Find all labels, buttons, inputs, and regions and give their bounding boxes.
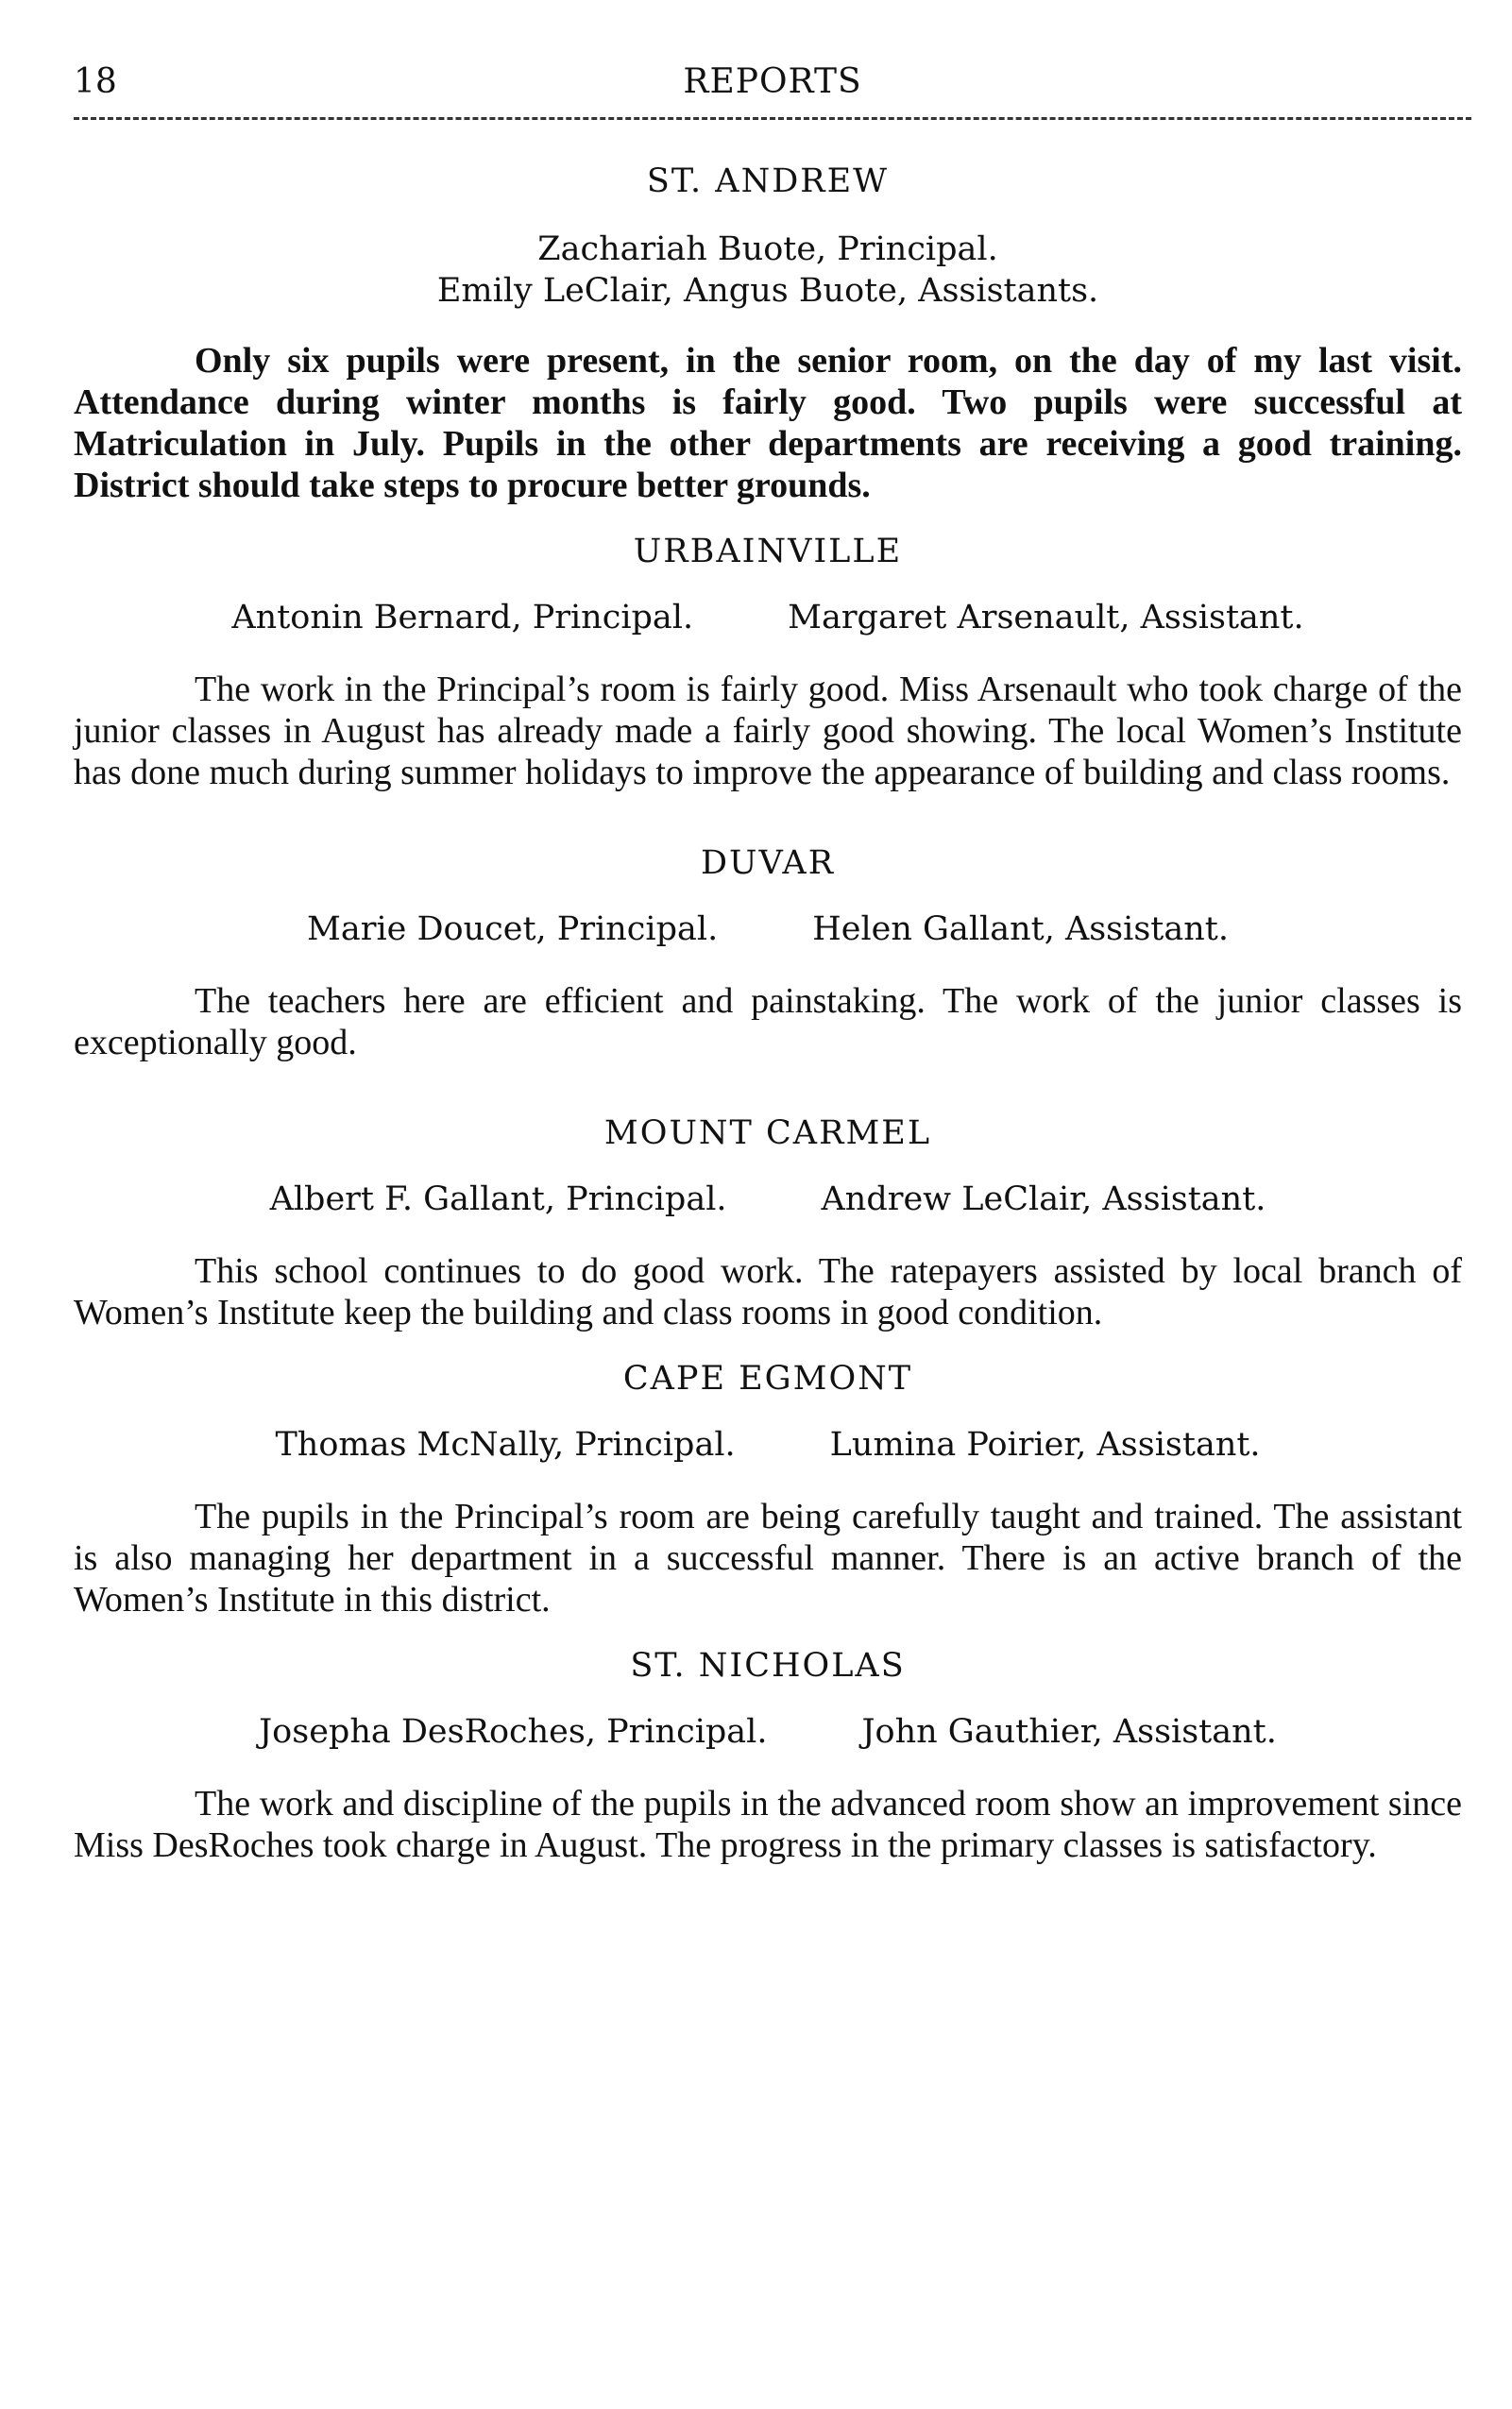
section-cape-egmont: [74, 1360, 1462, 1620]
report-paragraph: The work in the Principal’s room is fairly good. Miss Arsenault who took charge of the junior classes in August has already made a fairly good showing. The local Women’s Institute has done much during summer holidays to improve the appearance of building and class rooms.: [74, 670, 1462, 792]
header-rule: [74, 117, 1471, 120]
report-paragraph: The work and discipline of the pupils in the advanced room show an improvement since Miss DesRoches took charge in August. The progress in the primary classes is satisfactory.: [74, 1784, 1462, 1865]
section-st-nicholas: [74, 1647, 1462, 1866]
principal-name: Josepha DesRoches, Principal.: [259, 1713, 768, 1751]
principal-name: Antonin Bernard, Principal.: [231, 599, 694, 636]
principal-name: Thomas McNally, Principal.: [275, 1426, 736, 1464]
section-gap: [74, 1090, 1462, 1114]
section-title: ST. NICHOLAS: [630, 1647, 906, 1685]
section-mount-carmel: [74, 1114, 1462, 1333]
section-gap: [74, 820, 1462, 844]
assistant-name: Margaret Arsenault, Assistant.: [788, 599, 1304, 636]
section-duvar: [74, 844, 1462, 1063]
staff-row: [74, 1180, 1462, 1218]
section-st-andrew: [74, 162, 1462, 506]
staff-row: [74, 599, 1462, 636]
running-head: REPORTS: [683, 62, 862, 101]
report-paragraph: Only six pupils were present, in the senior room, on the day of my last visit. Attendance during winter months is fairly good. Two pupils were successful at Matriculation in July. Pupils in the other departments are receiving a good training. District should take steps to procure better grounds.: [74, 341, 1462, 505]
page-number: 18: [74, 62, 117, 101]
section-title: MOUNT CARMEL: [603, 1114, 932, 1152]
staff-row: [74, 1713, 1462, 1751]
report-content: [74, 162, 1462, 1892]
staff-list: [74, 229, 1462, 312]
report-paragraph: The pupils in the Principal’s room are being carefully taught and trained. The assistant is also managing her department in a successful manner. There is an active branch of the Women’s Institute in this district.: [74, 1497, 1462, 1620]
assistant-name: Lumina Poirier, Assistant.: [829, 1426, 1261, 1464]
report-paragraph: This school continues to do good work. The ratepayers assisted by local branch of Women’s Institute keep the building and class rooms in good condition.: [74, 1251, 1462, 1332]
section-title: URBAINVILLE: [633, 533, 903, 570]
assistant-name: Andrew LeClair, Assistant.: [821, 1180, 1266, 1218]
principal-name: Albert F. Gallant, Principal.: [269, 1180, 727, 1218]
section-urbainville: [74, 533, 1462, 793]
section-title: CAPE EGMONT: [622, 1360, 913, 1398]
page-header: [74, 62, 1471, 110]
assistants-line: Emily LeClair, Angus Buote, Assistants.: [436, 272, 1099, 310]
staff-row: [74, 910, 1462, 948]
staff-row: [74, 1426, 1462, 1464]
assistant-name: John Gauthier, Assistant.: [861, 1713, 1277, 1751]
principal-line: Zachariah Buote, Principal.: [537, 230, 998, 268]
section-title: ST. ANDREW: [646, 162, 890, 200]
assistant-name: Helen Gallant, Assistant.: [812, 910, 1229, 948]
principal-name: Marie Doucet, Principal.: [307, 910, 719, 948]
report-paragraph: The teachers here are efficient and painstaking. The work of the junior classes is exceptionally good.: [74, 981, 1462, 1062]
section-title: DUVAR: [700, 844, 836, 882]
